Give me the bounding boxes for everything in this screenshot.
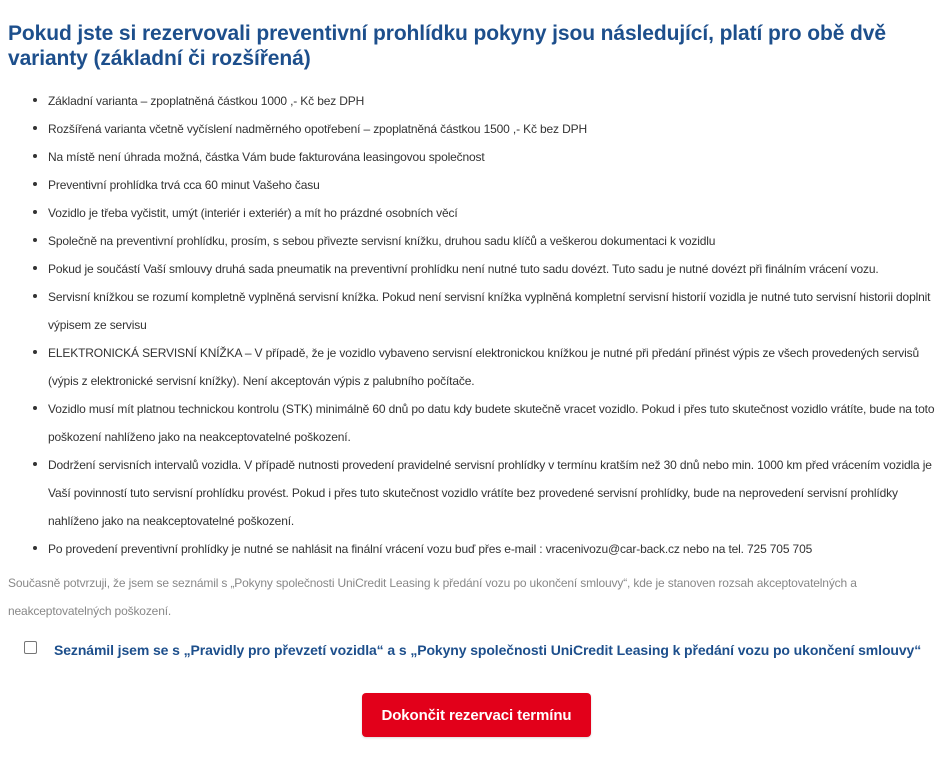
page-title: Pokud jste si rezervovali preventivní prohlídku pokyny jsou následující, platí pro obě dvě varianty (základní či rozšířená) [8, 22, 886, 70]
agreement-row [24, 640, 944, 660]
instruction-item: Pokud je součástí Vaší smlouvy druhá sada pneumatik na preventivní prohlídku není nutné tuto sadu dovézt. Tuto sadu je nutné dovézt při finálním vrácení vozu. [48, 255, 945, 283]
instructions-list [0, 87, 945, 563]
agreement-checkbox[interactable] [24, 641, 37, 654]
confirmation-note: Současně potvrzuji, že jsem se seznámil s „Pokyny společnosti UniCredit Leasing k předání vozu po ukončení smlouvy“, kde je stanoven rozsah akceptovatelných a neakceptovatelných poškození. [8, 576, 857, 618]
instruction-item: Na místě není úhrada možná, částka Vám bude fakturována leasingovou společnost [48, 143, 945, 171]
instruction-item: Základní varianta – zpoplatněná částkou 1000 ,- Kč bez DPH [48, 87, 945, 115]
instruction-item: Preventivní prohlídka trvá cca 60 minut Vašeho času [48, 171, 945, 199]
agreement-label[interactable]: Seznámil jsem se s „Pravidly pro převzetí vozidla“ a s „Pokyny společnosti UniCredit Leasing k předání vozu po ukončení smlouvy“ [54, 642, 922, 658]
instruction-item: Po provedení preventivní prohlídky je nutné se nahlásit na finální vrácení vozu buď přes e-mail : vracenivozu@car-back.cz nebo na tel. 725 705 705 [48, 535, 945, 563]
instruction-item: Servisní knížkou se rozumí kompletně vyplněná servisní knížka. Pokud není servisní knížka vyplněná kompletní servisní historií vozidla je nutné tuto servisní historii doplnit výpisem ze servisu [48, 283, 945, 339]
complete-reservation-button[interactable]: Dokončit rezervaci termínu [362, 693, 591, 737]
instruction-item: Dodržení servisních intervalů vozidla. V případě nutnosti provedení pravidelné servisní prohlídky v termínu kratším než 30 dnů nebo min. 1000 km před vrácením vozidla je Vaší povinností tuto servisní prohlídku provést. Pokud i přes tuto skutečnost vozidlo vrátíte bez provedené servisní prohlídky, bude na neprovedení servisní prohlídky nahlíženo jako na neakceptovatelné poškození. [48, 451, 945, 535]
instruction-item: Rozšířená varianta včetně vyčíslení nadměrného opotřebení – zpoplatněná částkou 1500 ,- Kč bez DPH [48, 115, 945, 143]
instruction-item: Vozidlo musí mít platnou technickou kontrolu (STK) minimálně 60 dnů po datu kdy budete skutečně vracet vozidlo. Pokud i přes tuto skutečnost vozidlo vrátíte, bude na toto poškození nahlíženo jako na neakceptovatelné poškození. [48, 395, 945, 451]
instruction-item: Vozidlo je třeba vyčistit, umýt (interiér i exteriér) a mít ho prázdné osobních věcí [48, 199, 945, 227]
instruction-item: Společně na preventivní prohlídku, prosím, s sebou přivezte servisní knížku, druhou sadu klíčů a veškerou dokumentaci k vozidlu [48, 227, 945, 255]
instruction-item: ELEKTRONICKÁ SERVISNÍ KNÍŽKA – V případě, že je vozidlo vybaveno servisní elektronickou knížkou je nutné při předání přinést výpis ze všech provedených servisů (výpis z elektronické servisní knížky). Není akceptován výpis z palubního počítače. [48, 339, 945, 395]
